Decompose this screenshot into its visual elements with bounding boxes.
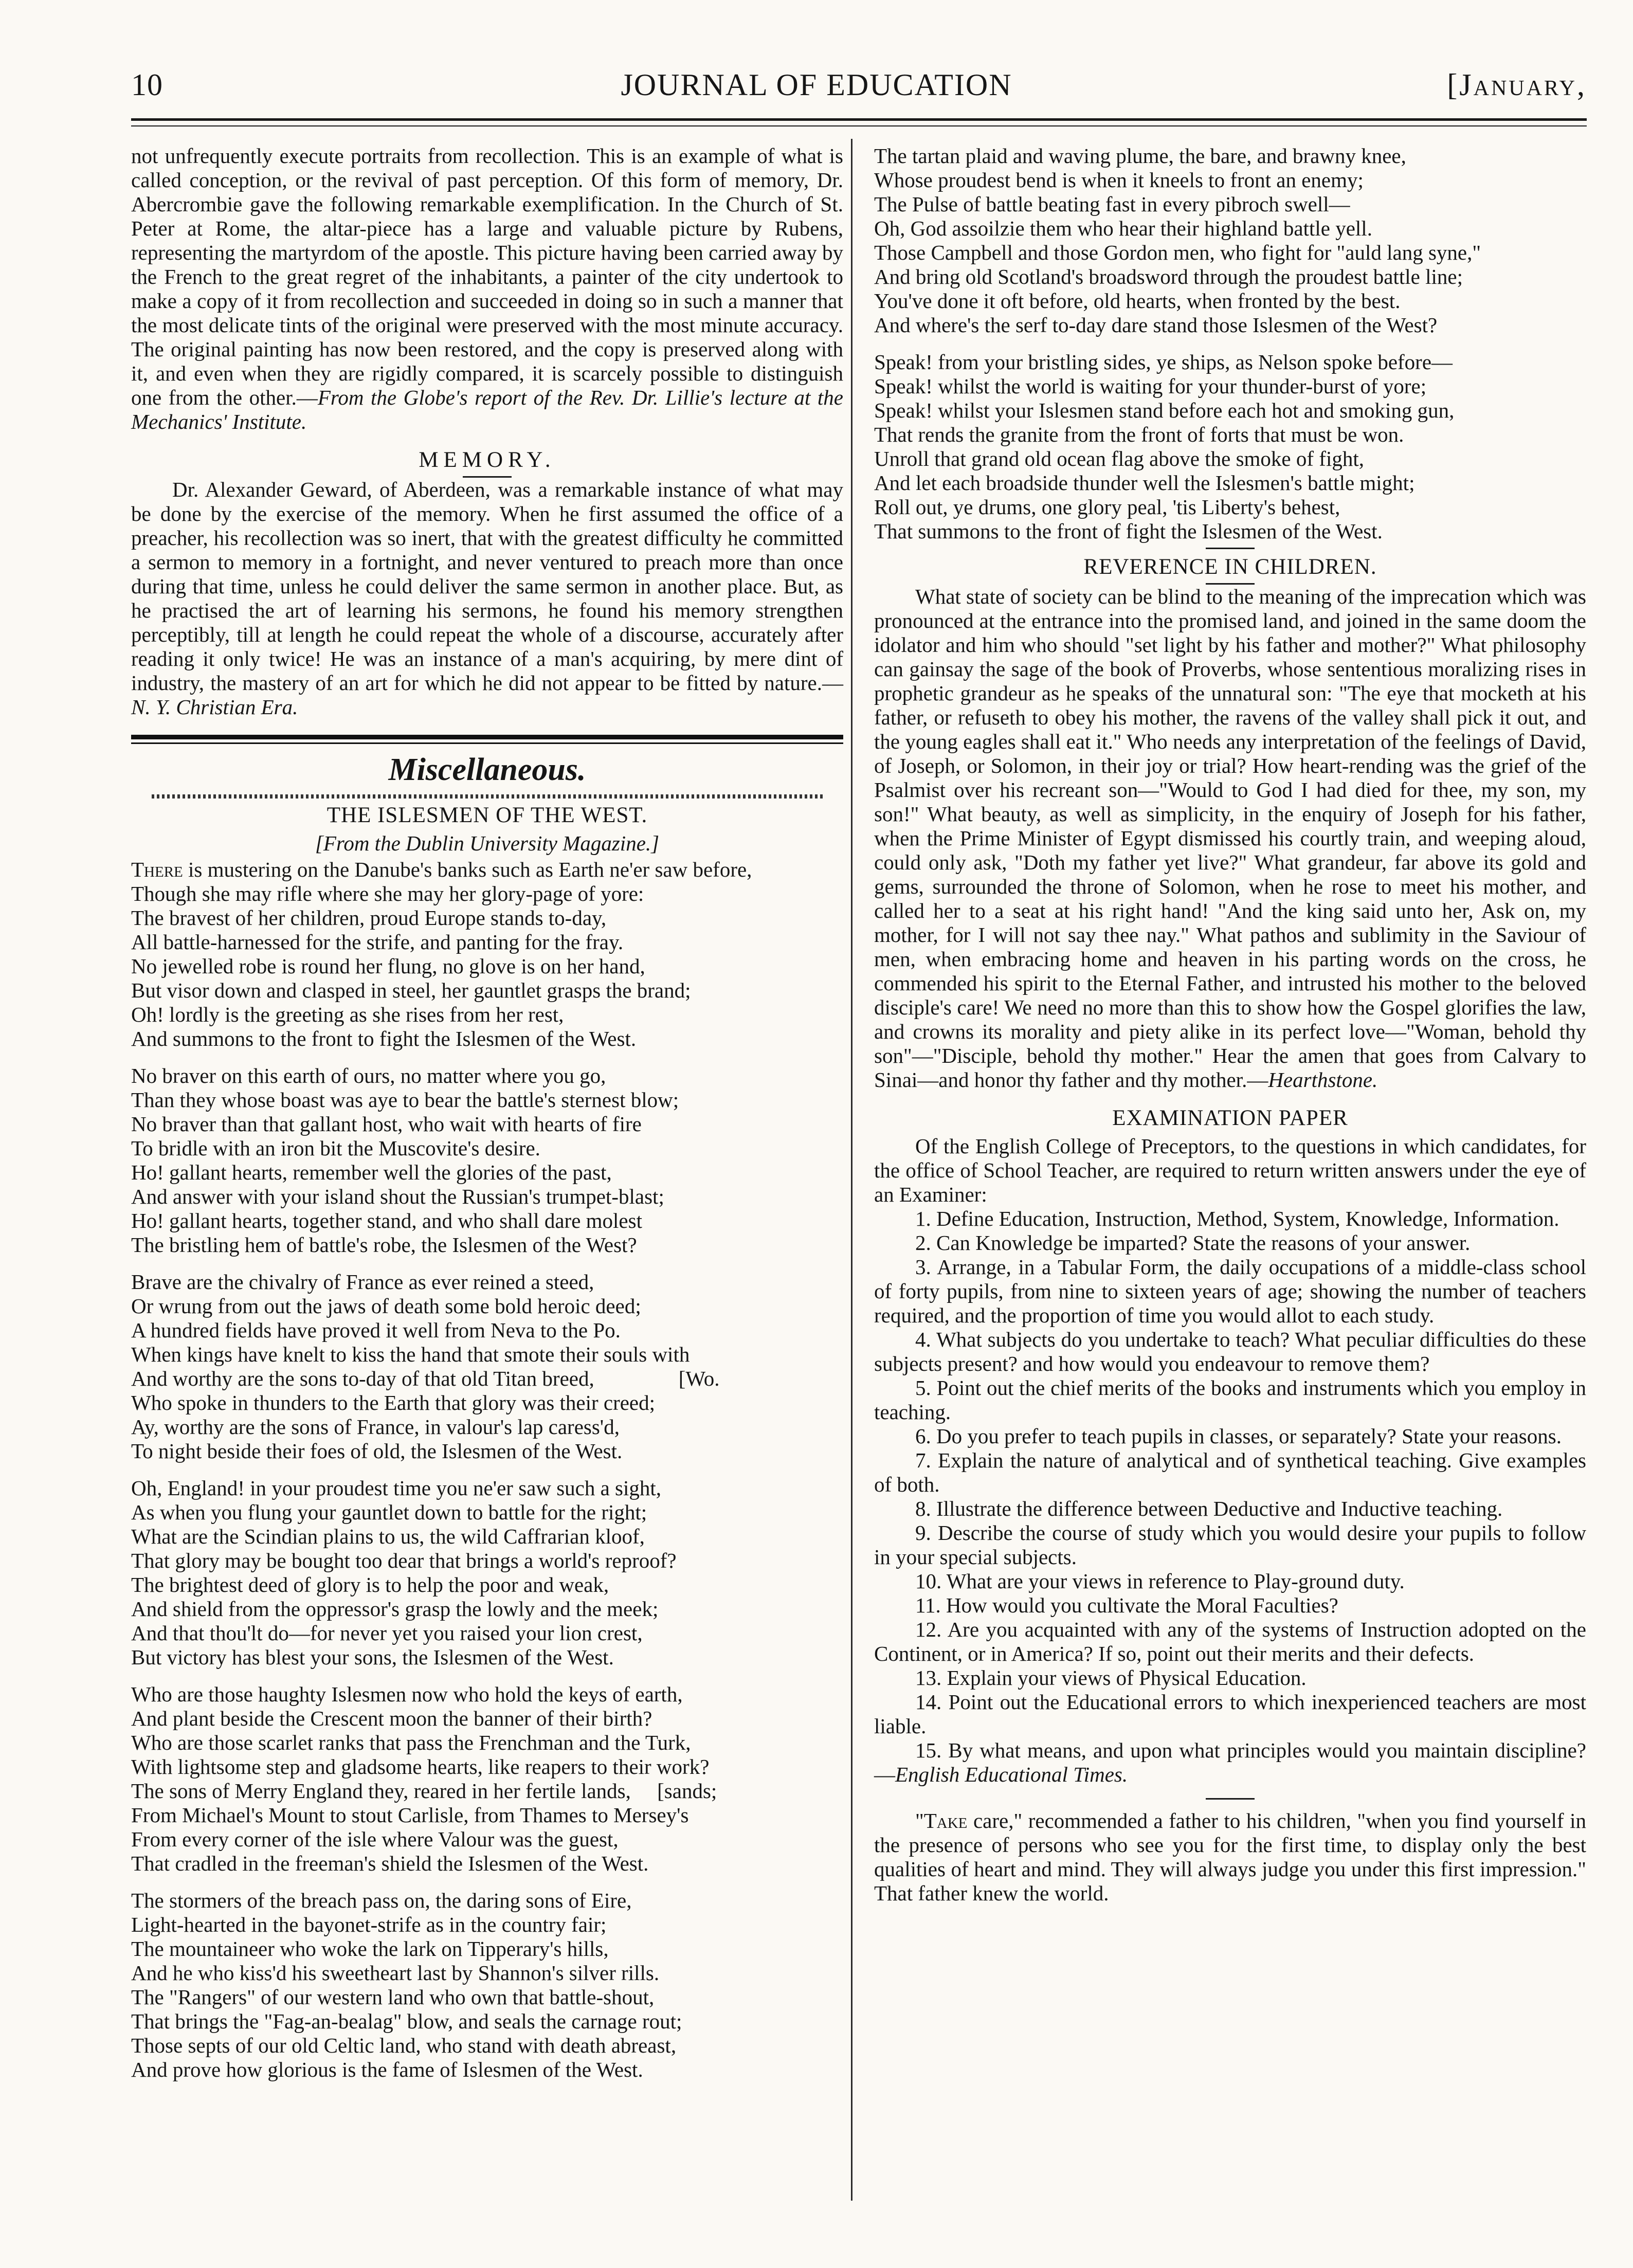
verse-line: Roll out, ye drums, one glory peal, 'tis Liberty's behest, (874, 495, 1340, 519)
verse-line: All battle-harnessed for the strife, and panting for the fray. (131, 930, 624, 954)
recollection-text: not unfrequently execute portraits from recollection. This is an example of what is called conception, or the revival of past perception. Of this form of memory, Dr. Abercrombie gave the following remarkable exemplification. In the Church of St. Peter at Rome, the altar-piece has a large and valuable picture by Rubens, representing the martyrdom of the apostle. This picture having been carried away by the French to the great regret of the inhabitants, a painter of the city undertook to make a copy of it from recollection and succeeded in doing so in such a manner that the most delicate tints of the original were preserved with the most minute accuracy. The original painting has now been restored, and the copy is preserved along with it, and even when they are rigidly compared, it is scarcely possible to distinguish one from the other.— (131, 144, 843, 409)
reverence-paragraph (874, 585, 1586, 1092)
verse-line: That cradled in the freeman's shield the Islesmen of the West. (131, 1852, 649, 1875)
verse-line: Whose proudest bend is when it kneels to front an enemy; (874, 168, 1364, 192)
verse-line: Who are those scarlet ranks that pass the Frenchman and the Turk, (131, 1731, 691, 1754)
heading-rule (1206, 1798, 1255, 1800)
verse-line: As when you flung your gauntlet down to battle for the right; (131, 1500, 647, 1524)
closing-paragraph (874, 1809, 1586, 1906)
left-column (131, 144, 843, 2082)
page-number: 10 (131, 68, 163, 102)
poem-stanza-6 (131, 1889, 843, 2082)
miscellaneous-heading: Miscellaneous. (388, 752, 586, 787)
heading-rule (1206, 548, 1255, 549)
poem-stanza-2 (131, 1064, 843, 1257)
running-title: JOURNAL OF EDUCATION (621, 68, 1012, 102)
verse-line: Those septs of our old Celtic land, who stand with death abreast, (131, 2034, 677, 2057)
verse-line: Than they whose boast was aye to bear the battle's sternest blow; (131, 1088, 679, 1112)
recollection-paragraph (131, 144, 843, 434)
verse-line: No jewelled robe is round her flung, no glove is on her hand, (131, 954, 645, 978)
exam-question: 10. What are your views in reference to Play-ground duty. (915, 1569, 1405, 1593)
verse-line: Speak! whilst the world is waiting for your thunder-burst of yore; (874, 374, 1427, 398)
wavy-rule (152, 794, 823, 799)
memory-heading: MEMORY. (419, 448, 556, 472)
verse-line: The mountaineer who woke the lark on Tipperary's hills, (131, 1937, 609, 1961)
verse-line: Brave are the chivalry of France as ever reined a steed, (131, 1270, 594, 1294)
verse-line: And answer with your island shout the Russian's trumpet-blast; (131, 1185, 664, 1208)
verse-line: When kings have knelt to kiss the hand that smote their souls with (131, 1342, 690, 1366)
verse-line: The brightest deed of glory is to help the poor and weak, (131, 1573, 609, 1596)
verse-line: Light-hearted in the bayonet-strife as in the country fair; (131, 1913, 607, 1936)
verse-line: Unroll that grand old ocean flag above the smoke of fight, (874, 447, 1364, 470)
verse-line: Who are those haughty Islesmen now who hold the keys of earth, (131, 1682, 683, 1706)
verse-line: With lightsome step and gladsome hearts, like reapers to their work? (131, 1755, 710, 1779)
verse-line: And shield from the oppressor's grasp the lowly and the meek; (131, 1597, 659, 1621)
verse-line: A hundred fields have proved it well from Neva to the Po. (131, 1318, 621, 1342)
reverence-text: What state of society can be blind to the meaning of the imprecation which was pronounced at the entrance into the promised land, and joined in the same doom the idolator and him who should "set light by his father and mother?" What philosophy can gainsay the sage of the book of Proverbs, whose sententious moralizing rises in prophetic grandeur as he speaks of the unnatural son: "The eye that mocketh at his father, or refuseth to obey his mother, the ravens of the valley shall pick it out, and the young eagles shall eat it." Who needs any interpretation of the feelings of David, of Joseph, or Solomon, in their joy or trial? How heart-rending was the grief of the Psalmist over his recreant son—"Would to God I had died for thee, my son, my son!" What beauty, as well as simplicity, in the enquiry of Joseph for his father, when the Prime Minister of Egypt dismissed his courtly train, and weeping aloud, could only ask, "Doth my father yet live?" What grandeur, far above its gold and gems, surrounded the throne of Solomon, when he rose to meet his mother, and called her to a seat at his right hand! "And the king said unto her, Ask on, my mother, for I will not say thee nay." What pathos and sublimity in the Saviour of men, when embracing home and heaven in his parting words on the cross, he commended his spirit to the Eternal Father, and intrusted his mother to the beloved disciple's care! We need no more than this to show how the Gospel glorifies the law, and crowns its morality and piety alike in its perfect love—"Woman, behold thy son"—"Disciple, behold thy mother." Hear the amen that goes from Calvary to Sinai—and honor thy father and thy mother.— (874, 585, 1586, 1092)
column-divider (851, 139, 852, 2201)
verse-line: That glory may be bought too dear that brings a world's reproof? (131, 1549, 677, 1572)
reverence-heading: REVERENCE IN CHILDREN. (1083, 555, 1377, 579)
header-rule-thin (131, 125, 1587, 126)
verse-line: The sons of Merry England they, reared in her fertile lands, [sands; (131, 1779, 717, 1803)
verse-line: And bring old Scotland's broadsword through the proudest battle line; (874, 265, 1463, 288)
poem-stanza-1 (131, 858, 843, 1051)
verse-line: And he who kiss'd his sweetheart last by Shannon's silver rills. (131, 1961, 660, 1985)
verse-line: The bristling hem of battle's robe, the Islesmen of the West? (131, 1233, 637, 1257)
poem-stanza-3 (131, 1270, 843, 1463)
drop-word: "Take (915, 1809, 968, 1832)
reverence-source: Hearthstone. (1268, 1068, 1378, 1092)
exam-intro: Of the English College of Preceptors, to the questions in which candidates, for the office of School Teacher, are required to return written answers under the eye of an Examiner: (874, 1134, 1586, 1206)
verse-line: And that thou'lt do—for never yet you raised your lion crest, (131, 1621, 643, 1645)
verse-line: To bridle with an iron bit the Muscovite's desire. (131, 1136, 540, 1160)
verse-line: Oh, God assoilzie them who hear their highland battle yell. (874, 216, 1372, 240)
verse-line: You've done it oft before, old hearts, when fronted by the best. (874, 289, 1401, 313)
verse-line: The tartan plaid and waving plume, the bare, and brawny knee, (874, 144, 1406, 168)
verse-line: The "Rangers" of our western land who own that battle-shout, (131, 1985, 655, 2009)
verse-line: And summons to the front to fight the Islesmen of the West. (131, 1027, 637, 1050)
exam-question: 8. Illustrate the difference between Deductive and Inductive teaching. (915, 1497, 1503, 1520)
verse-line: Though she may rifle where she may her glory-page of yore: (131, 882, 644, 905)
poem-stanza-7 (874, 144, 1586, 337)
exam-question: 4. What subjects do you undertake to teach? What peculiar difficulties do these subjects present? and how would you endeavour to remove them? (874, 1328, 1586, 1375)
exam-source: English Educational Times. (895, 1763, 1128, 1786)
verse-line: That brings the "Fag-an-bealag" blow, and seals the carnage rout; (131, 2009, 682, 2033)
verse-line: What are the Scindian plains to us, the wild Caffrarian kloof, (131, 1525, 645, 1548)
exam-question: 12. Are you acquainted with any of the systems of Instruction adopted on the Continent, or in America? If so, point out their merits and their defects. (874, 1618, 1586, 1665)
exam-question-last (874, 1738, 1586, 1787)
verse-line: And let each broadside thunder well the Islesmen's battle might; (874, 471, 1415, 495)
verse-line: That rends the granite from the front of forts that must be won. (874, 423, 1404, 446)
memory-source: N. Y. Christian Era. (131, 695, 298, 719)
poem-stanza-5 (131, 1682, 843, 1876)
drop-word: There (131, 858, 183, 881)
exam-heading: EXAMINATION PAPER (1112, 1106, 1348, 1130)
exam-question-text: 15. By what means, and upon what principles would you maintain discipline?— (874, 1738, 1586, 1786)
section-bar-thin (131, 742, 843, 744)
exam-question: 14. Point out the Educational errors to which inexperienced teachers are most liable. (874, 1690, 1586, 1738)
verse-line: Who spoke in thunders to the Earth that glory was their creed; (131, 1391, 656, 1414)
verse-line: The Pulse of battle beating fast in every pibroch swell— (874, 192, 1350, 216)
exam-question: 3. Arrange, in a Tabular Form, the daily occupations of a middle-class school of forty pupils, from nine to sixteen years of age; showing the number of teachers required, and the proportion of time you would allot to each study. (874, 1255, 1586, 1327)
verse-line: The bravest of her children, proud Europe stands to-day, (131, 906, 607, 930)
poem-title: THE ISLESMEN OF THE WEST. (326, 803, 648, 827)
recollection-source: From the Globe's report of the Rev. Dr. Lillie's lecture at the Mechanics' Institute. (131, 386, 843, 433)
memory-paragraph (131, 478, 843, 719)
verse-line: No braver on this earth of ours, no matter where you go, (131, 1064, 606, 1087)
poem-source: [From the Dublin University Magazine.] (315, 831, 660, 855)
verse-line: Ho! gallant hearts, together stand, and who shall dare molest (131, 1209, 642, 1232)
closing-text: care," recommended a father to his children, "when you find yourself in the presence of persons who see you for the first time, to display only the best qualities of heart and mind. They will always judge you under this first impression." That father knew the world. (874, 1809, 1586, 1905)
verse-line: And worthy are the sons to-day of that old Titan breed, [Wo. (131, 1367, 720, 1390)
exam-question: 6. Do you prefer to teach pupils in classes, or separately? State your reasons. (915, 1424, 1562, 1448)
first-line-text: is mustering on the Danube's banks such as Earth ne'er saw before, (183, 858, 752, 881)
verse-line: But victory has blest your sons, the Islesmen of the West. (131, 1645, 614, 1669)
verse-line: From every corner of the isle where Valour was the guest, (131, 1827, 619, 1851)
exam-question: 2. Can Knowledge be imparted? State the reasons of your answer. (915, 1231, 1471, 1255)
exam-question: 11. How would you cultivate the Moral Faculties? (915, 1593, 1338, 1617)
verse-line: Ho! gallant hearts, remember well the glories of the past, (131, 1160, 612, 1184)
exam-question: 13. Explain your views of Physical Education. (915, 1666, 1307, 1690)
exam-question: 9. Describe the course of study which you would desire your pupils to follow in your special subjects. (874, 1521, 1586, 1569)
verse-line: Speak! from your bristling sides, ye ships, as Nelson spoke before— (874, 350, 1453, 374)
verse-line: That summons to the front of fight the Islesmen of the West. (874, 519, 1383, 543)
verse-line: Ay, worthy are the sons of France, in valour's lap caress'd, (131, 1415, 620, 1439)
verse-line: No braver than that gallant host, who wait with hearts of fire (131, 1112, 642, 1136)
exam-question: 7. Explain the nature of analytical and of synthetical teaching. Give examples of both. (874, 1448, 1586, 1496)
verse-line: Those Campbell and those Gordon men, who fight for "auld lang syne," (874, 241, 1481, 264)
verse-line: And plant beside the Crescent moon the banner of their birth? (131, 1707, 652, 1730)
poem-stanza-8 (874, 350, 1586, 543)
header-rule (131, 118, 1587, 121)
verse-line: The stormers of the breach pass on, the daring sons of Eire, (131, 1889, 632, 1912)
verse-line: But visor down and clasped in steel, her gauntlet grasps the brand; (131, 978, 691, 1002)
memory-text: Dr. Alexander Geward, of Aberdeen, was a remarkable instance of what may be done by the exercise of the memory. When he first assumed the office of a preacher, his recollection was so inert, that with the greatest difficulty he committed a sermon to memory in a fortnight, and never ventured to preach more than once during that time, unless he could deliver the same sermon in another place. But, as he practised the art of learning his sermons, he found his memory strengthen perceptibly, till at length he could repeat the whole of a discourse, accurately after reading it only twice! He was an instance of a man's acquiring, by mere dint of industry, the mastery of an art for which he did not appear to be fitted by nature.— (131, 478, 843, 695)
verse-line: Or wrung from out the jaws of death some bold heroic deed; (131, 1294, 641, 1318)
exam-question: 1. Define Education, Instruction, Method, System, Knowledge, Information. (915, 1207, 1559, 1230)
poem-stanza-4 (131, 1476, 843, 1670)
verse-line: And where's the serf to-day dare stand those Islesmen of the West? (874, 313, 1438, 337)
right-column (874, 144, 1586, 1906)
exam-question: 5. Point out the chief merits of the books and instruments which you employ in teaching. (874, 1376, 1586, 1424)
section-bar (131, 735, 843, 739)
verse-line: Speak! whilst your Islesmen stand before each hot and smoking gun, (874, 398, 1455, 422)
verse-line: Oh, England! in your proudest time you ne'er saw such a sight, (131, 1476, 662, 1500)
verse-line: And prove how glorious is the fame of Islesmen of the West. (131, 2058, 643, 2081)
verse-line: Oh! lordly is the greeting as she rises from her rest, (131, 1003, 564, 1026)
verse-line (131, 858, 843, 882)
verse-line: To night beside their foes of old, the Islesmen of the West. (131, 1439, 623, 1463)
verse-line: From Michael's Mount to stout Carlisle, from Thames to Mersey's (131, 1803, 689, 1827)
running-date: [January, (1447, 68, 1587, 102)
